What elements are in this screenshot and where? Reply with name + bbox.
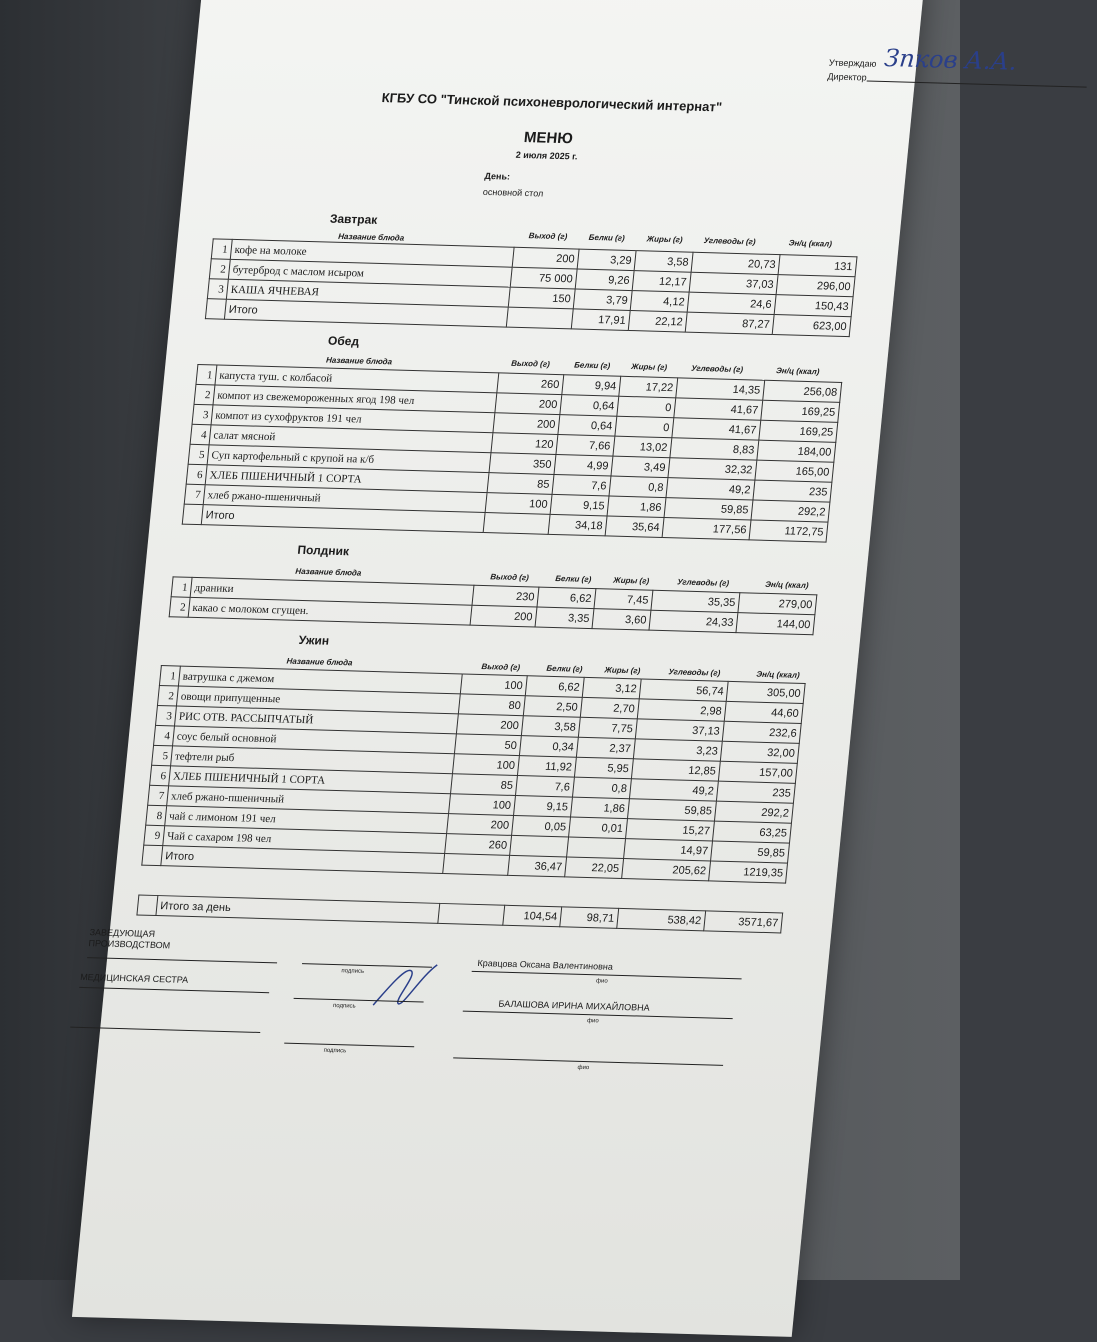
dish-name: хлеб ржано-пшеничный bbox=[203, 485, 487, 513]
dish-carbs: 3,23 bbox=[633, 739, 722, 761]
dish-yield: 200 bbox=[493, 413, 560, 435]
dish-carbs: 2,98 bbox=[637, 699, 726, 721]
dish-yield: 350 bbox=[489, 453, 556, 475]
dish-proteins: 3,79 bbox=[573, 289, 632, 311]
dish-yield: 200 bbox=[470, 605, 537, 627]
page-title: МЕНЮ bbox=[523, 128, 574, 148]
col-energy-header: Эн/ц (ккал) bbox=[764, 579, 809, 591]
dish-fats: 2,37 bbox=[576, 737, 635, 759]
dish-name: хлеб ржано-пшеничный bbox=[167, 786, 451, 814]
col-carbs-header: Углеводы (г) bbox=[690, 363, 744, 375]
dish-fats: 17,22 bbox=[619, 376, 678, 398]
dish-carbs: 12,85 bbox=[631, 759, 720, 781]
nurse-label-line bbox=[79, 987, 269, 993]
dish-fats: 0 bbox=[617, 396, 676, 418]
row-number: 2 bbox=[209, 259, 230, 279]
dish-yield: 75 000 bbox=[510, 267, 577, 289]
col-carbs-header: Углеводы (г) bbox=[668, 667, 721, 678]
dish-carbs: 37,13 bbox=[635, 719, 724, 741]
col-energy-header: Эн/ц (ккал) bbox=[788, 238, 833, 249]
dish-yield: 85 bbox=[451, 774, 518, 796]
col-proteins-header: Белки (г) bbox=[554, 574, 592, 585]
dish-carbs: 49,2 bbox=[629, 779, 718, 801]
dish-proteins: 7,66 bbox=[556, 435, 615, 457]
total-yield bbox=[506, 307, 573, 329]
col-energy-header: Эн/ц (ккал) bbox=[775, 366, 820, 377]
dish-fats: 1,86 bbox=[571, 797, 630, 819]
dish-energy: 292,2 bbox=[751, 500, 830, 522]
dish-proteins: 6,62 bbox=[537, 587, 596, 609]
dish-fats: 12,17 bbox=[632, 271, 691, 293]
dish-name: РИС ОТВ. РАССЫПЧАТЫЙ bbox=[175, 706, 459, 734]
total-spacer bbox=[182, 504, 203, 524]
col-name-header: Название блюда bbox=[286, 656, 353, 668]
total-fats: 35,64 bbox=[605, 516, 664, 538]
row-number: 1 bbox=[196, 364, 217, 384]
dish-name: овощи припущенные bbox=[176, 686, 460, 714]
row-number: 2 bbox=[169, 597, 190, 617]
total-energy: 623,00 bbox=[772, 315, 851, 337]
dish-name: компот из свежемороженных ягод 198 чел bbox=[213, 385, 497, 413]
col-fats-header: Жиры (г) bbox=[646, 234, 684, 245]
total-proteins: 36,47 bbox=[508, 855, 567, 877]
dish-name: соус белый основной bbox=[173, 726, 457, 754]
dish-name: ватрушка с джемом bbox=[178, 666, 462, 694]
dish-name: какао с молоком сгущен. bbox=[188, 597, 472, 625]
dish-yield: 200 bbox=[495, 393, 562, 415]
table-type: основной стол bbox=[482, 186, 544, 199]
fio-caption: фио bbox=[577, 1064, 590, 1072]
row-number: 6 bbox=[150, 765, 171, 785]
dish-yield: 100 bbox=[485, 493, 552, 515]
dish-proteins: 7,6 bbox=[552, 474, 611, 496]
dish-proteins: 0,05 bbox=[512, 815, 571, 837]
sign-caption: подпись bbox=[341, 968, 365, 975]
col-yield-header: Выход (г) bbox=[489, 572, 530, 583]
dish-name: Суп картофельный с крупой на к/б bbox=[207, 445, 491, 473]
dish-fats: 0,01 bbox=[569, 817, 628, 839]
sign-caption: подпись bbox=[332, 1002, 356, 1010]
dish-name: салат мясной bbox=[209, 425, 493, 453]
dish-name: ХЛЕБ ПШЕНИЧНЫЙ 1 СОРТА bbox=[169, 766, 453, 794]
manager-label: ЗАВЕДУЮЩАЯ ПРОИЗВОДСТВОМ bbox=[88, 927, 171, 951]
row-number: 4 bbox=[190, 424, 211, 444]
col-fats-header: Жиры (г) bbox=[612, 575, 650, 586]
row-number: 3 bbox=[192, 404, 213, 424]
row-number: 8 bbox=[146, 805, 167, 825]
dish-name: бутерброд с маслом исыром bbox=[228, 259, 512, 287]
sign-caption: подпись bbox=[323, 1047, 347, 1055]
dish-energy: 296,00 bbox=[776, 275, 855, 297]
total-label: Итого bbox=[224, 299, 508, 327]
organization-name: КГБУ СО "Тинской психоневрологический интернат" bbox=[381, 90, 723, 115]
dish-carbs: 14,97 bbox=[624, 839, 713, 861]
total-yield bbox=[443, 854, 510, 876]
dish-carbs: 14,35 bbox=[676, 378, 765, 400]
dish-carbs: 35,35 bbox=[651, 590, 740, 612]
fio-caption: фио bbox=[586, 1018, 600, 1025]
approval-block bbox=[827, 44, 1019, 84]
total-carbs: 205,62 bbox=[622, 859, 711, 881]
dish-fats: 0,8 bbox=[609, 476, 668, 498]
col-yield-header: Выход (г) bbox=[481, 662, 521, 673]
dish-proteins: 3,35 bbox=[535, 607, 594, 629]
dish-carbs: 41,67 bbox=[672, 418, 761, 440]
dish-name: ХЛЕБ ПШЕНИЧНЫЙ 1 СОРТА bbox=[205, 465, 489, 493]
dish-energy: 235 bbox=[716, 781, 795, 803]
dish-proteins: 9,15 bbox=[514, 795, 573, 817]
dish-energy: 169,25 bbox=[761, 400, 840, 422]
total-spacer bbox=[205, 299, 226, 319]
dish-proteins: 0,64 bbox=[560, 395, 619, 417]
row-number: 5 bbox=[152, 745, 173, 765]
dish-name: тефтели рыб bbox=[171, 746, 455, 774]
dish-yield: 85 bbox=[487, 473, 554, 495]
dish-fats: 2,70 bbox=[580, 697, 639, 719]
total-energy: 1219,35 bbox=[709, 861, 788, 883]
snack-title: Полдник bbox=[296, 542, 350, 559]
dish-proteins: 0,34 bbox=[519, 736, 578, 758]
lunch-table bbox=[182, 364, 842, 543]
total-carbs: 87,27 bbox=[685, 312, 774, 334]
total-spacer bbox=[142, 845, 163, 865]
total-fats: 22,05 bbox=[565, 857, 624, 879]
nurse-label: МЕДИЦИНСКАЯ СЕСТРА bbox=[79, 971, 189, 985]
dish-energy: 63,25 bbox=[713, 821, 792, 843]
dish-fats: 13,02 bbox=[613, 436, 672, 458]
total-carbs: 177,56 bbox=[662, 518, 751, 540]
day-label: День: bbox=[484, 170, 511, 182]
total-label: Итого bbox=[201, 505, 485, 533]
dish-name: КАША ЯЧНЕВАЯ bbox=[226, 279, 510, 307]
dish-energy: 279,00 bbox=[738, 593, 817, 615]
dish-carbs: 15,27 bbox=[626, 819, 715, 841]
signature-line bbox=[867, 81, 1087, 88]
dish-yield: 200 bbox=[447, 814, 514, 836]
dish-energy: 184,00 bbox=[757, 440, 836, 462]
fio-caption: фио bbox=[595, 978, 608, 985]
lunch-title: Обед bbox=[327, 333, 360, 349]
total-fats: 22,12 bbox=[628, 311, 687, 333]
blank-sign-line bbox=[284, 1043, 414, 1048]
col-fats-header: Жиры (г) bbox=[604, 665, 641, 676]
dish-name: чай с лимоном 191 чел bbox=[165, 806, 449, 834]
dish-proteins: 11,92 bbox=[517, 756, 576, 778]
row-number: 2 bbox=[194, 384, 215, 404]
col-yield-header: Выход (г) bbox=[528, 231, 568, 242]
dish-fats: 3,12 bbox=[582, 677, 641, 699]
dish-fats: 7,45 bbox=[594, 589, 653, 611]
dish-fats bbox=[567, 837, 626, 859]
breakfast-title: Завтрак bbox=[329, 211, 378, 227]
approve-label: Утверждаю bbox=[828, 57, 877, 69]
dish-yield: 260 bbox=[497, 373, 564, 395]
dish-energy: 59,85 bbox=[711, 841, 790, 863]
col-energy-header: Эн/ц (ккал) bbox=[755, 669, 801, 680]
row-number: 6 bbox=[186, 464, 207, 484]
dish-proteins: 9,15 bbox=[550, 494, 609, 516]
dish-proteins: 0,64 bbox=[558, 415, 617, 437]
row-number: 3 bbox=[207, 279, 228, 299]
dish-proteins: 3,29 bbox=[577, 249, 636, 271]
dish-fats: 5,95 bbox=[574, 757, 633, 779]
dish-proteins bbox=[510, 835, 569, 857]
dish-energy: 131 bbox=[778, 255, 857, 277]
dish-fats: 1,86 bbox=[607, 496, 666, 518]
total-label: Итого bbox=[161, 846, 445, 874]
dish-carbs: 8,83 bbox=[670, 438, 759, 460]
day-total-label: Итого за день bbox=[156, 896, 440, 924]
dish-fats: 3,58 bbox=[634, 251, 693, 273]
dish-carbs: 49,2 bbox=[666, 478, 755, 500]
dish-energy: 144,00 bbox=[736, 613, 815, 635]
dish-name: драники bbox=[190, 577, 474, 605]
col-yield-header: Выход (г) bbox=[510, 358, 551, 369]
dish-carbs: 20,73 bbox=[691, 252, 780, 274]
nurse-name: БАЛАШОВА ИРИНА МИХАЙЛОВНА bbox=[498, 998, 651, 1013]
dish-energy: 44,60 bbox=[724, 701, 803, 723]
dish-name: кофе на молоке bbox=[230, 239, 514, 267]
col-name-header: Название блюда bbox=[337, 231, 405, 243]
dish-name: капуста туш. с колбасой bbox=[215, 365, 499, 393]
manager-label-line bbox=[87, 957, 277, 963]
dish-name: компот из сухофруктов 191 чел bbox=[211, 405, 495, 433]
dish-fats: 3,49 bbox=[611, 456, 670, 478]
dish-energy: 232,6 bbox=[722, 721, 801, 743]
dish-yield: 200 bbox=[456, 714, 523, 736]
dish-yield: 150 bbox=[508, 287, 575, 309]
day-total-table bbox=[136, 895, 783, 934]
day-total-row bbox=[137, 895, 783, 933]
col-proteins-header: Белки (г) bbox=[546, 663, 583, 674]
dinner-table bbox=[141, 665, 805, 884]
dish-energy: 305,00 bbox=[726, 681, 805, 703]
row-number: 7 bbox=[148, 785, 169, 805]
dish-yield: 200 bbox=[512, 247, 579, 269]
row-number: 1 bbox=[211, 239, 232, 259]
dish-energy: 235 bbox=[753, 480, 832, 502]
dish-proteins: 6,62 bbox=[525, 676, 584, 698]
menu-date: 2 июля 2025 г. bbox=[515, 149, 579, 162]
dish-carbs: 24,33 bbox=[649, 610, 738, 632]
row-number: 3 bbox=[156, 705, 177, 725]
col-name-header: Название блюда bbox=[325, 355, 393, 367]
dish-proteins: 4,99 bbox=[554, 454, 613, 476]
dish-energy: 169,25 bbox=[759, 420, 838, 442]
row-number: 1 bbox=[159, 666, 180, 686]
dish-fats: 4,12 bbox=[630, 291, 689, 313]
total-proteins: 17,91 bbox=[571, 309, 630, 331]
dish-yield: 100 bbox=[449, 794, 516, 816]
dish-fats: 7,75 bbox=[578, 717, 637, 739]
dish-name: Чай с сахаром 198 чел bbox=[163, 826, 447, 854]
dish-carbs: 37,03 bbox=[689, 272, 778, 294]
row-number: 1 bbox=[171, 577, 192, 597]
dish-energy: 150,43 bbox=[774, 295, 853, 317]
dish-yield: 50 bbox=[454, 734, 521, 756]
day-total-proteins: 104,54 bbox=[503, 905, 562, 927]
manager-signature-scribble bbox=[367, 955, 443, 1017]
col-fats-header: Жиры (г) bbox=[630, 362, 668, 373]
col-carbs-header: Углеводы (г) bbox=[703, 236, 756, 247]
dish-yield: 120 bbox=[491, 433, 558, 455]
dish-yield: 100 bbox=[460, 674, 527, 696]
col-proteins-header: Белки (г) bbox=[573, 360, 611, 371]
dish-proteins: 9,94 bbox=[562, 375, 621, 397]
dinner-title: Ужин bbox=[298, 632, 330, 648]
total-yield bbox=[483, 513, 550, 535]
dish-carbs: 59,85 bbox=[664, 498, 753, 520]
row-number: 2 bbox=[157, 686, 178, 706]
dish-energy: 32,00 bbox=[720, 741, 799, 763]
day-total-fats: 98,71 bbox=[560, 907, 619, 929]
dish-yield: 80 bbox=[458, 694, 525, 716]
menu-document bbox=[72, 0, 1019, 1337]
dish-yield: 230 bbox=[472, 585, 539, 607]
day-total-energy: 3571,67 bbox=[704, 911, 783, 933]
col-name-header: Название блюда bbox=[294, 566, 362, 578]
dish-fats: 0,8 bbox=[572, 777, 631, 799]
row-number: 5 bbox=[188, 444, 209, 464]
row-number: 7 bbox=[184, 484, 205, 504]
row-number: 9 bbox=[144, 825, 165, 845]
total-proteins: 34,18 bbox=[548, 514, 607, 536]
col-proteins-header: Белки (г) bbox=[588, 232, 626, 243]
breakfast-table bbox=[205, 238, 858, 337]
director-signature: Зпков А.А. bbox=[883, 44, 1019, 76]
row-number: 4 bbox=[154, 725, 175, 745]
manager-name: Кравцова Оксана Валентиновна bbox=[477, 958, 614, 972]
dish-energy: 292,2 bbox=[714, 801, 793, 823]
dish-fats: 3,60 bbox=[592, 609, 651, 631]
dish-carbs: 59,85 bbox=[627, 799, 716, 821]
dish-carbs: 24,6 bbox=[687, 292, 776, 314]
dish-carbs: 32,32 bbox=[668, 458, 757, 480]
dish-proteins: 2,50 bbox=[523, 696, 582, 718]
dish-yield: 260 bbox=[445, 834, 512, 856]
dish-energy: 165,00 bbox=[755, 460, 834, 482]
dish-yield: 100 bbox=[452, 754, 519, 776]
dish-proteins: 7,6 bbox=[515, 776, 574, 798]
day-total-carbs: 538,42 bbox=[617, 908, 706, 930]
dish-carbs: 56,74 bbox=[639, 679, 728, 701]
total-energy: 1172,75 bbox=[749, 520, 828, 542]
dish-energy: 157,00 bbox=[718, 761, 797, 783]
dish-energy: 256,08 bbox=[763, 380, 842, 402]
director-label: Директор bbox=[827, 71, 868, 83]
dish-proteins: 9,26 bbox=[575, 269, 634, 291]
dish-carbs: 41,67 bbox=[674, 398, 763, 420]
dish-proteins: 3,58 bbox=[521, 716, 580, 738]
col-carbs-header: Углеводы (г) bbox=[676, 577, 730, 588]
dish-fats: 0 bbox=[615, 416, 674, 438]
